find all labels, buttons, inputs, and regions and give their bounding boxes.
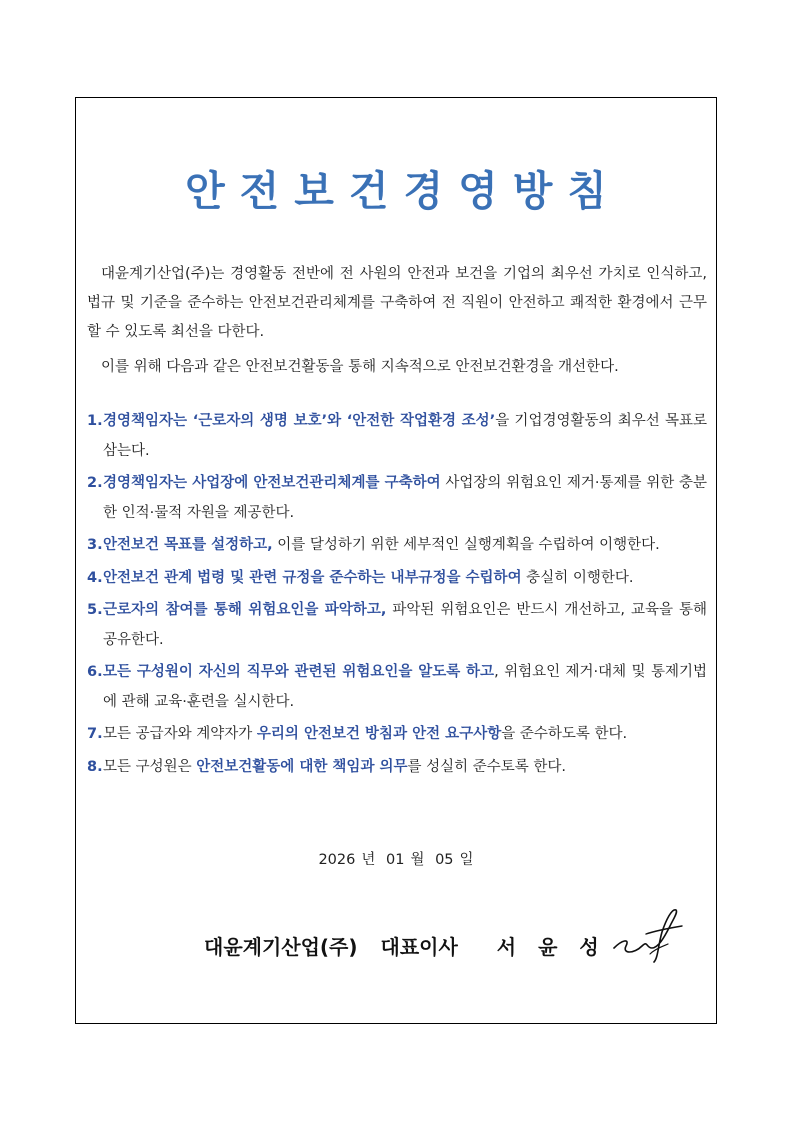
policy-item-text: 을 준수하도록 한다. bbox=[501, 726, 628, 742]
policy-item-text: 사업장의 위험요인 제거·통제를 위한 충분한 인적·물적 자원을 제공한다. bbox=[103, 475, 707, 521]
policy-item-text: , 위험요인 제거·대체 및 통제기법에 관해 교육·훈련을 실시한다. bbox=[103, 664, 707, 710]
policy-item-emphasis: 우리의 안전보건 방침과 안전 요구사항 bbox=[256, 726, 502, 742]
policy-item-number: 8. bbox=[87, 758, 103, 775]
policy-item-number: 4. bbox=[87, 569, 103, 586]
policy-item-text: 모든 공급자와 계약자가 bbox=[103, 726, 257, 742]
date-day: 05 bbox=[435, 852, 454, 868]
policy-item-number: 1. bbox=[87, 413, 103, 429]
date-month-unit: 월 bbox=[410, 852, 425, 868]
policy-item-number: 6. bbox=[87, 664, 103, 680]
policy-item bbox=[87, 658, 707, 717]
policy-item-emphasis: 모든 구성원이 자신의 직무와 관련된 위험요인을 알도록 하고 bbox=[103, 664, 495, 680]
policy-item bbox=[87, 564, 707, 594]
company-name: 대윤계기산업(주) bbox=[204, 935, 358, 959]
policy-item bbox=[87, 720, 707, 750]
policy-item bbox=[87, 531, 707, 561]
date-month: 01 bbox=[385, 852, 405, 868]
document-date bbox=[76, 848, 716, 869]
policy-item-text: 충실히 이행한다. bbox=[521, 569, 634, 586]
date-year-unit: 년 bbox=[361, 852, 376, 868]
policy-item bbox=[87, 753, 707, 783]
policy-item-text: 를 성실히 준수토록 한다. bbox=[407, 758, 567, 775]
date-day-unit: 일 bbox=[459, 852, 474, 868]
policy-item-text: 모든 구성원은 bbox=[103, 758, 197, 775]
policy-item bbox=[87, 596, 707, 655]
policy-item-number: 7. bbox=[87, 726, 103, 742]
intro-paragraph-secondary: 이를 위해 다음과 같은 안전보건활동을 통해 지속적으로 안전보건환경을 개선한다. bbox=[101, 359, 619, 375]
policy-item-emphasis: 안전보건활동에 대한 책임과 의무 bbox=[196, 758, 408, 775]
policy-item-emphasis: 안전보건 관계 법령 및 관련 규정을 준수하는 내부규정을 수립하여 bbox=[103, 569, 522, 586]
policy-item-emphasis: 경영책임자는 ‘근로자의 생명 보호’와 ‘안전한 작업환경 조성’ bbox=[103, 413, 496, 429]
policy-item-emphasis: 근로자의 참여를 통해 위험요인을 파악하고, bbox=[103, 602, 387, 618]
policy-item-text: 파악된 위험요인은 반드시 개선하고, 교육을 통해 공유한다. bbox=[103, 602, 708, 648]
date-year: 2026 bbox=[318, 852, 356, 868]
policy-item-text: 이를 달성하기 위한 세부적인 실행계획을 수립하여 이행한다. bbox=[272, 537, 660, 553]
document-frame bbox=[75, 97, 717, 1024]
policy-item-emphasis: 안전보건 목표를 설정하고, bbox=[103, 537, 273, 553]
intro-paragraph: 대윤계기산업(주)는 경영활동 전반에 전 사원의 안전과 보건을 기업의 최우선 가치로 인식하고, 법규 및 기준을 준수하는 안전보건관리체계를 구축하여 전 직원이 안전하고 쾌적한 환경에서 근무할 수 있도록 최선을 다한다. bbox=[87, 266, 707, 340]
policy-item-emphasis: 경영책임자는 사업장에 안전보건관리체계를 구축하여 bbox=[103, 475, 441, 491]
signature-line bbox=[204, 931, 621, 960]
representative-name: 서윤성 bbox=[496, 935, 621, 959]
policy-item-number: 5. bbox=[87, 602, 103, 618]
policy-item bbox=[87, 407, 707, 466]
policy-item bbox=[87, 469, 707, 528]
document-title: 안전보건경영방침 bbox=[185, 167, 622, 215]
policy-item-number: 2. bbox=[87, 475, 103, 491]
policy-item-text: 을 기업경영활동의 최우선 목표로 삼는다. bbox=[103, 413, 707, 459]
policy-list bbox=[87, 407, 707, 785]
policy-item-number: 3. bbox=[87, 537, 103, 553]
handwritten-signature bbox=[606, 904, 686, 964]
representative-title: 대표이사 bbox=[380, 935, 458, 959]
